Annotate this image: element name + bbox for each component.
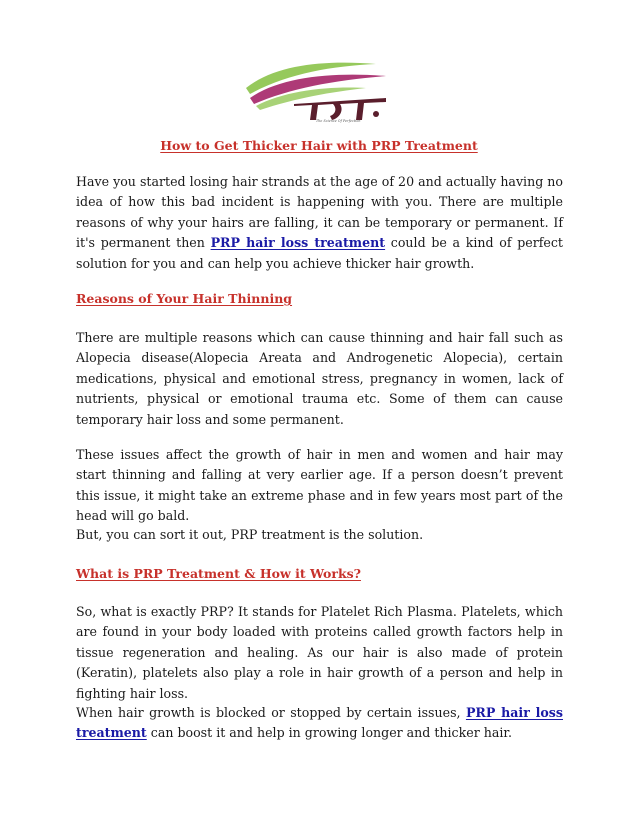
intro-text-after: could be a kind of perfect solution for you and can help you achieve thicker hair growth. [76, 235, 563, 271]
prp-paragraph-1: So, what is exactly PRP? It stands for Platelet Rich Plasma. Platelets, which are found in your body loaded with proteins called growth factors help in tissue regeneration and healing. As our hair is also made of protein (Keratin), platelets also play a role in hair growth of a person and help in fighting hair loss. [76, 604, 563, 701]
prp-treatment-link[interactable]: PRP hair loss treatment [210, 235, 386, 251]
prp-text-after: can boost it and help in growing longer and thicker hair. [146, 725, 513, 741]
brand-logo [236, 58, 404, 128]
section-heading-prp: What is PRP Treatment & How it Works? [76, 566, 361, 581]
prp-paragraph-2 [76, 703, 563, 744]
logo-graphic [236, 58, 404, 128]
logo-letter-mark [294, 98, 386, 120]
section-heading-reasons: Reasons of Your Hair Thinning [76, 291, 293, 306]
page-title: How to Get Thicker Hair with PRP Treatment [160, 138, 478, 153]
logo-dot [373, 111, 379, 117]
prp-treatment-link-2[interactable]: PRP hair loss treatment [76, 705, 563, 741]
prp-text-before: When hair growth is blocked or stopped by certain issues, [76, 705, 466, 720]
intro-text-before: Have you started losing hair strands at the age of 20 and actually having no idea of how this bad incident is happening with you. There are multiple reasons of why your hairs are falling, it can be temporary or permanent. If it's permanent then [76, 174, 563, 251]
intro-paragraph [76, 172, 563, 274]
logo-tagline: The Science Of Perfection [316, 119, 361, 123]
reasons-paragraph-3: But, you can sort it out, PRP treatment is the solution. [76, 527, 424, 542]
reasons-paragraph-1: There are multiple reasons which can cause thinning and hair fall such as Alopecia disease(Alopecia Areata and Androgenetic Alopecia), certain medications, physical and emotional stress, pregnancy in women, lack of nutrients, physical or emotional trauma etc. Some of them can cause temporary hair loss and some permanent. [76, 330, 563, 427]
reasons-paragraph-2: These issues affect the growth of hair in men and women and hair may start thinning and falling at very earlier age. If a person doesn’t prevent this issue, it might take an extreme phase and in few years most part of the head will go bald. [76, 447, 563, 524]
